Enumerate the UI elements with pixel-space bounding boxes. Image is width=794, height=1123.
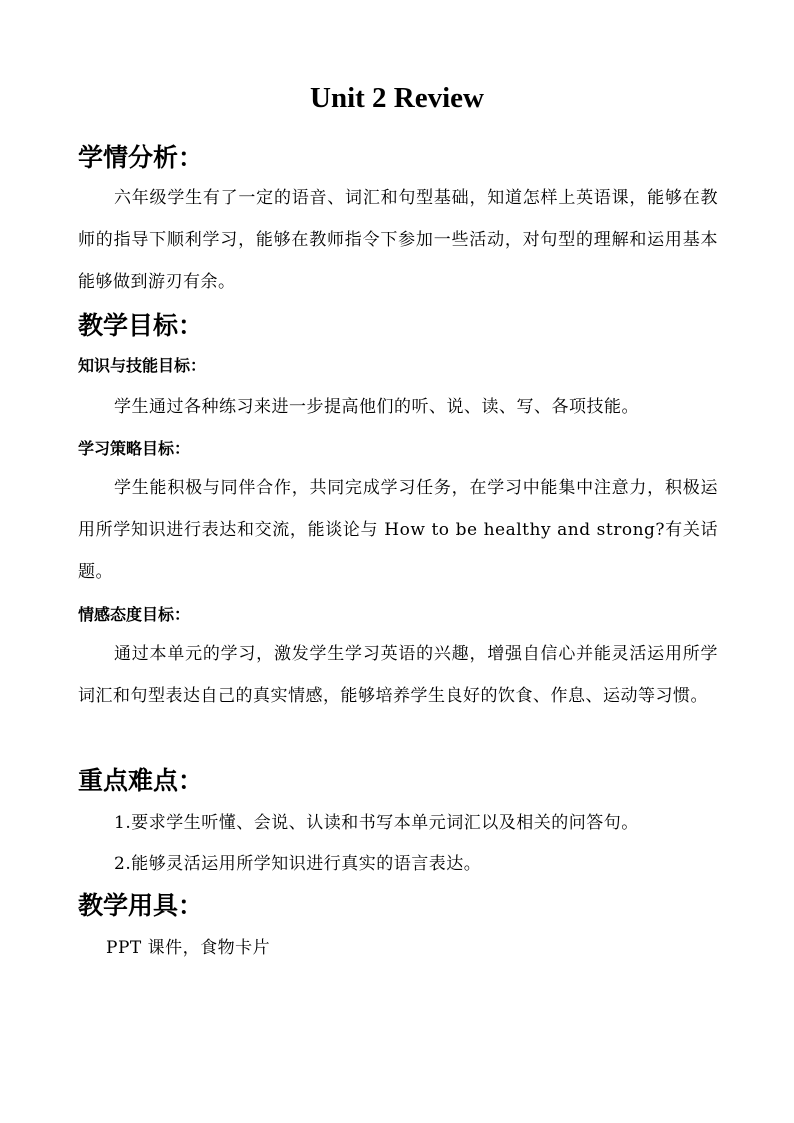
- tools-text: PPT 课件，食物卡片: [106, 938, 271, 958]
- paragraph-knowledge: 学生通过各种练习来进一步提高他们的听、说、读、写、各项技能。: [114, 397, 639, 417]
- keypoint-item: 1.要求学生听懂、会说、认读和书写本单元词汇以及相关的问答句。: [114, 813, 639, 833]
- subheading-strategy: 学习策略目标：: [78, 439, 191, 458]
- subheading-emotion: 情感态度目标：: [78, 605, 191, 624]
- subheading-knowledge: 知识与技能目标：: [78, 356, 207, 375]
- heading-keypoints: 重点难点：: [78, 766, 204, 795]
- heading-analysis: 学情分析：: [78, 143, 204, 172]
- heading-tools: 教学用具：: [78, 891, 204, 920]
- paragraph-emotion: 通过本单元的学习，激发学生学习英语的兴趣，增强自信心并能灵活运用所学词汇和句型表达自己的真实情感，能够培养学生良好的饮食、作息、运动等习惯。: [78, 644, 718, 706]
- keypoint-item: 2.能够灵活运用所学知识进行真实的语言表达。: [114, 854, 482, 874]
- document-title: Unit 2 Review: [310, 82, 484, 114]
- heading-objectives: 教学目标：: [78, 311, 204, 340]
- paragraph-analysis: 六年级学生有了一定的语音、词汇和句型基础，知道怎样上英语课，能够在教师的指导下顺利学习，能够在教师指令下参加一些活动，对句型的理解和运用基本能够做到游刃有余。: [78, 188, 718, 292]
- paragraph-strategy: 学生能积极与同伴合作，共同完成学习任务，在学习中能集中注意力，积极运用所学知识进行表达和交流，能谈论与 How to be healthy and strong?有关话题。: [78, 478, 718, 582]
